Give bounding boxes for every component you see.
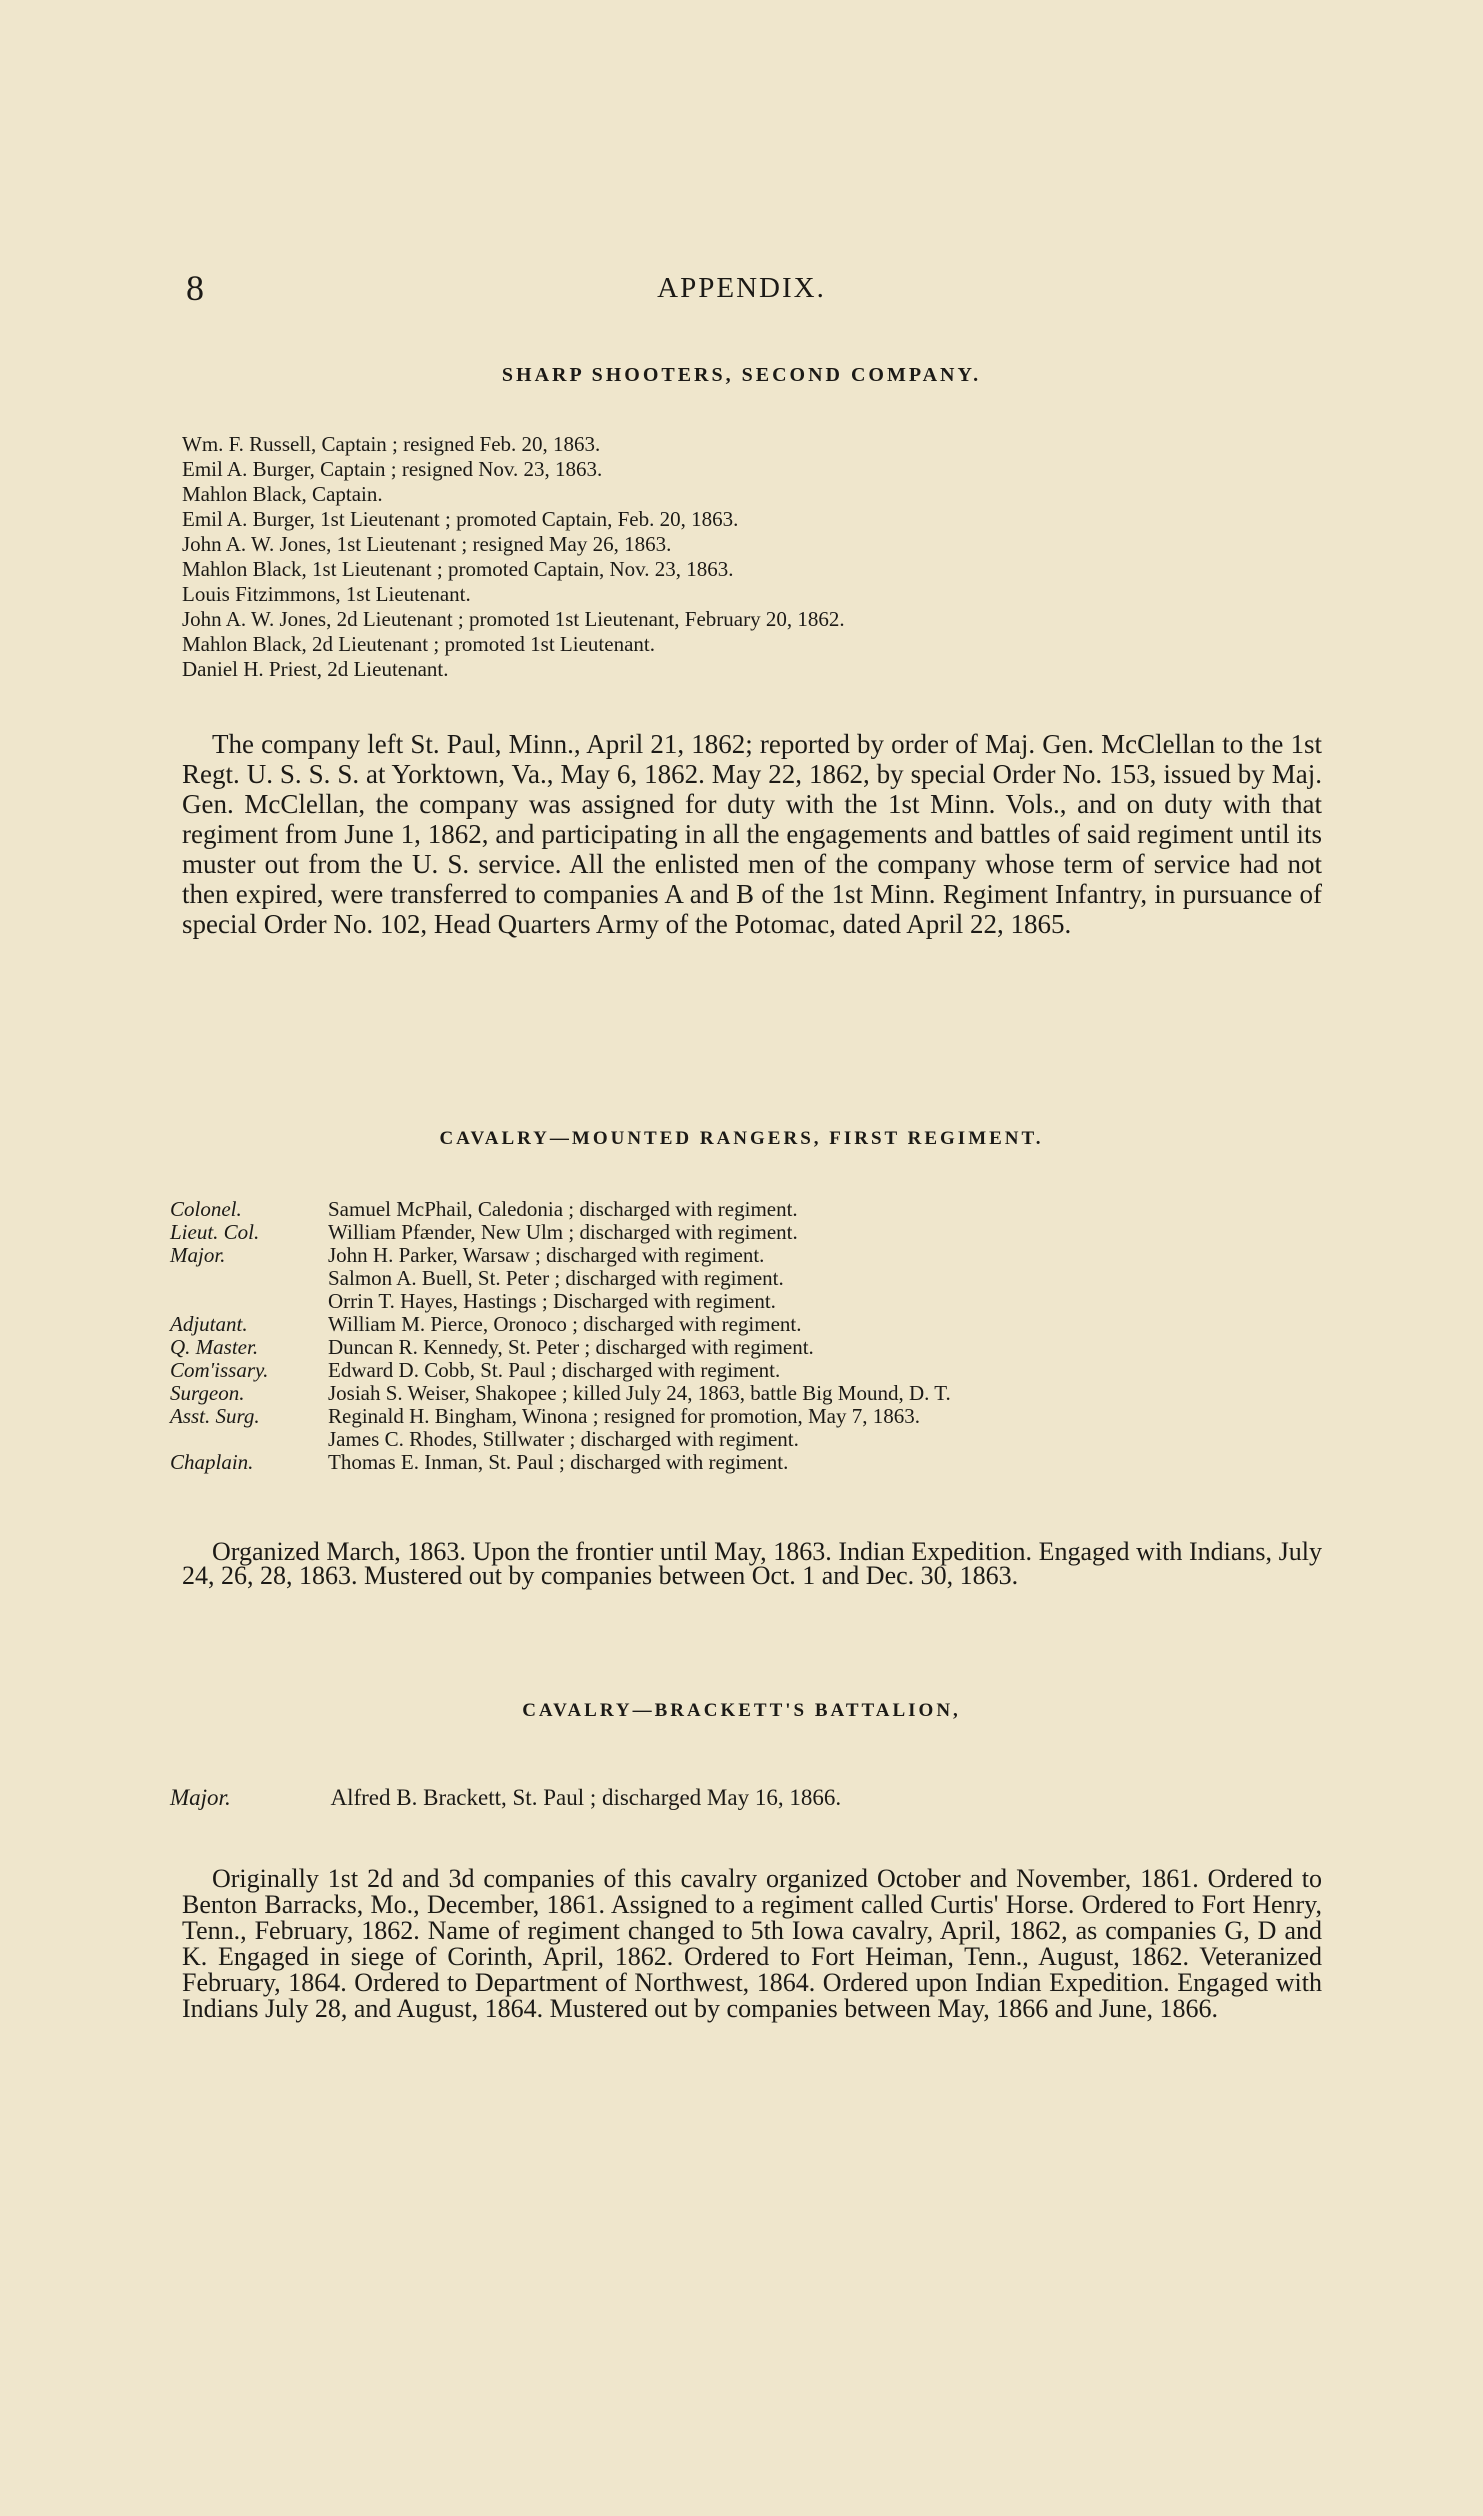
officer-row xyxy=(170,1244,1350,1267)
officer-row xyxy=(170,1382,1350,1405)
running-head: APPENDIX. xyxy=(657,272,826,304)
section-heading-sharp-shooters: SHARP SHOOTERS, SECOND COMPANY. xyxy=(501,364,982,386)
officer-row xyxy=(170,1428,1350,1451)
officer-row xyxy=(170,1290,1350,1313)
roster-entry: Mahlon Black, 1st Lieutenant ; promoted Captain, Nov. 23, 1863. xyxy=(182,557,734,581)
officer-text: Samuel McPhail, Caledonia ; discharged with regiment. xyxy=(328,1197,798,1221)
officer-row xyxy=(170,1451,1350,1474)
officer-title: Major. xyxy=(170,1785,231,1810)
bracketts-history xyxy=(182,1866,1322,2022)
roster-entry: Emil A. Burger, Captain ; resigned Nov. 23, 1863. xyxy=(182,457,603,481)
officer-row xyxy=(170,1198,1350,1221)
officer-title: Com'issary. xyxy=(170,1358,269,1382)
officer-text: Josiah S. Weiser, Shakopee ; killed July 24, 1863, battle Big Mound, D. T. xyxy=(328,1381,951,1405)
mounted-rangers-officers xyxy=(170,1198,1350,1474)
mounted-rangers-history xyxy=(182,1537,1322,1590)
sharp-shooters-roster xyxy=(182,432,1332,682)
officer-text: William M. Pierce, Oronoco ; discharged with regiment. xyxy=(328,1312,802,1336)
officer-text: Alfred B. Brackett, St. Paul ; discharged May 16, 1866. xyxy=(330,1785,842,1810)
officer-title xyxy=(170,1290,328,1313)
officer-title: Asst. Surg. xyxy=(170,1404,260,1428)
officer-title: Chaplain. xyxy=(170,1450,254,1474)
officer-text: William Pfænder, New Ulm ; discharged with regiment. xyxy=(328,1220,798,1244)
officer-row xyxy=(170,1313,1350,1336)
officer-title: Adjutant. xyxy=(170,1312,248,1336)
officer-title: Lieut. Col. xyxy=(170,1220,260,1244)
history-paragraph: Organized March, 1863. Upon the frontier until May, 1863. Indian Expedition. Engaged with Indians, July 24, 26, 28, 1863. Mustered out by companies between Oct. 1 and Dec. 30, 1863. xyxy=(182,1537,1322,1590)
officer-title xyxy=(170,1428,328,1451)
officer-row xyxy=(170,1221,1350,1244)
page-header xyxy=(0,268,1483,308)
bracketts-major xyxy=(170,1784,841,1812)
history-paragraph: Originally 1st 2d and 3d companies of this cavalry organized October and November, 1861. Ordered to Benton Barracks, Mo., December, 1861. Assigned to a regiment called Curtis' Horse. Ordered to Fort Henry, Tenn., February, 1862. Name of regiment changed to 5th Iowa cavalry, April, 1862, as companies G, D and K. Engaged in siege of Corinth, April, 1862. Ordered to Fort Heiman, Tenn., August, 1862. Veteranized February, 1864. Ordered to Department of Northwest, 1864. Ordered upon Indian Expedition. Engaged with Indians July 28, and August, 1864. Mustered out by companies between May, 1866 and June, 1866. xyxy=(182,1864,1322,2023)
officer-row xyxy=(170,1359,1350,1382)
roster-entry: Emil A. Burger, 1st Lieutenant ; promoted Captain, Feb. 20, 1863. xyxy=(182,507,739,531)
officer-text: John H. Parker, Warsaw ; discharged with regiment. xyxy=(328,1243,765,1267)
section-heading-mounted-rangers: CAVALRY—MOUNTED RANGERS, FIRST REGIMENT. xyxy=(439,1128,1044,1149)
history-paragraph: The company left St. Paul, Minn., April 21, 1862; reported by order of Maj. Gen. McClellan to the 1st Regt. U. S. S. S. at Yorktown, Va., May 6, 1862. May 22, 1862, by special Order No. 153, issued by Maj. Gen. McClellan, the company was assigned for duty with the 1st Minn. Vols., and on duty with that regiment from June 1, 1862, and participating in all the engagements and battles of said regiment until its muster out from the U. S. service. All the enlisted men of the company whose term of service had not then expired, were transferred to companies A and B of the 1st Minn. Regiment Infantry, in pursuance of special Order No. 102, Head Quarters Army of the Potomac, dated April 22, 1865. xyxy=(182,729,1322,939)
officer-title: Q. Master. xyxy=(170,1335,259,1359)
officer-row xyxy=(170,1405,1350,1428)
roster-entry: Wm. F. Russell, Captain ; resigned Feb. 20, 1863. xyxy=(182,432,601,456)
officer-text: Orrin T. Hayes, Hastings ; Discharged with regiment. xyxy=(328,1289,776,1313)
sharp-shooters-history xyxy=(182,729,1322,939)
officer-text: James C. Rhodes, Stillwater ; discharged with regiment. xyxy=(328,1427,799,1451)
roster-entry: Mahlon Black, Captain. xyxy=(182,482,383,506)
officer-row xyxy=(170,1336,1350,1359)
officer-title xyxy=(170,1267,328,1290)
officer-text: Edward D. Cobb, St. Paul ; discharged with regiment. xyxy=(328,1358,781,1382)
roster-entry: John A. W. Jones, 1st Lieutenant ; resigned May 26, 1863. xyxy=(182,532,672,556)
officer-text: Reginald H. Bingham, Winona ; resigned for promotion, May 7, 1863. xyxy=(328,1404,920,1428)
section-heading-bracketts-battalion: CAVALRY—BRACKETT'S BATTALION, xyxy=(522,1700,961,1721)
officer-text: Thomas E. Inman, St. Paul ; discharged with regiment. xyxy=(328,1450,789,1474)
roster-entry: Daniel H. Priest, 2d Lieutenant. xyxy=(182,657,449,681)
officer-row xyxy=(170,1267,1350,1290)
officer-text: Duncan R. Kennedy, St. Peter ; discharged with regiment. xyxy=(328,1335,814,1359)
roster-entry: Louis Fitzimmons, 1st Lieutenant. xyxy=(182,582,471,606)
officer-title: Major. xyxy=(170,1243,226,1267)
officer-title: Colonel. xyxy=(170,1197,242,1221)
roster-entry: Mahlon Black, 2d Lieutenant ; promoted 1st Lieutenant. xyxy=(182,632,655,656)
officer-text: Salmon A. Buell, St. Peter ; discharged with regiment. xyxy=(328,1266,784,1290)
roster-entry: John A. W. Jones, 2d Lieutenant ; promoted 1st Lieutenant, February 20, 1862. xyxy=(182,607,845,631)
page-number: 8 xyxy=(186,268,204,308)
officer-title: Surgeon. xyxy=(170,1381,245,1405)
